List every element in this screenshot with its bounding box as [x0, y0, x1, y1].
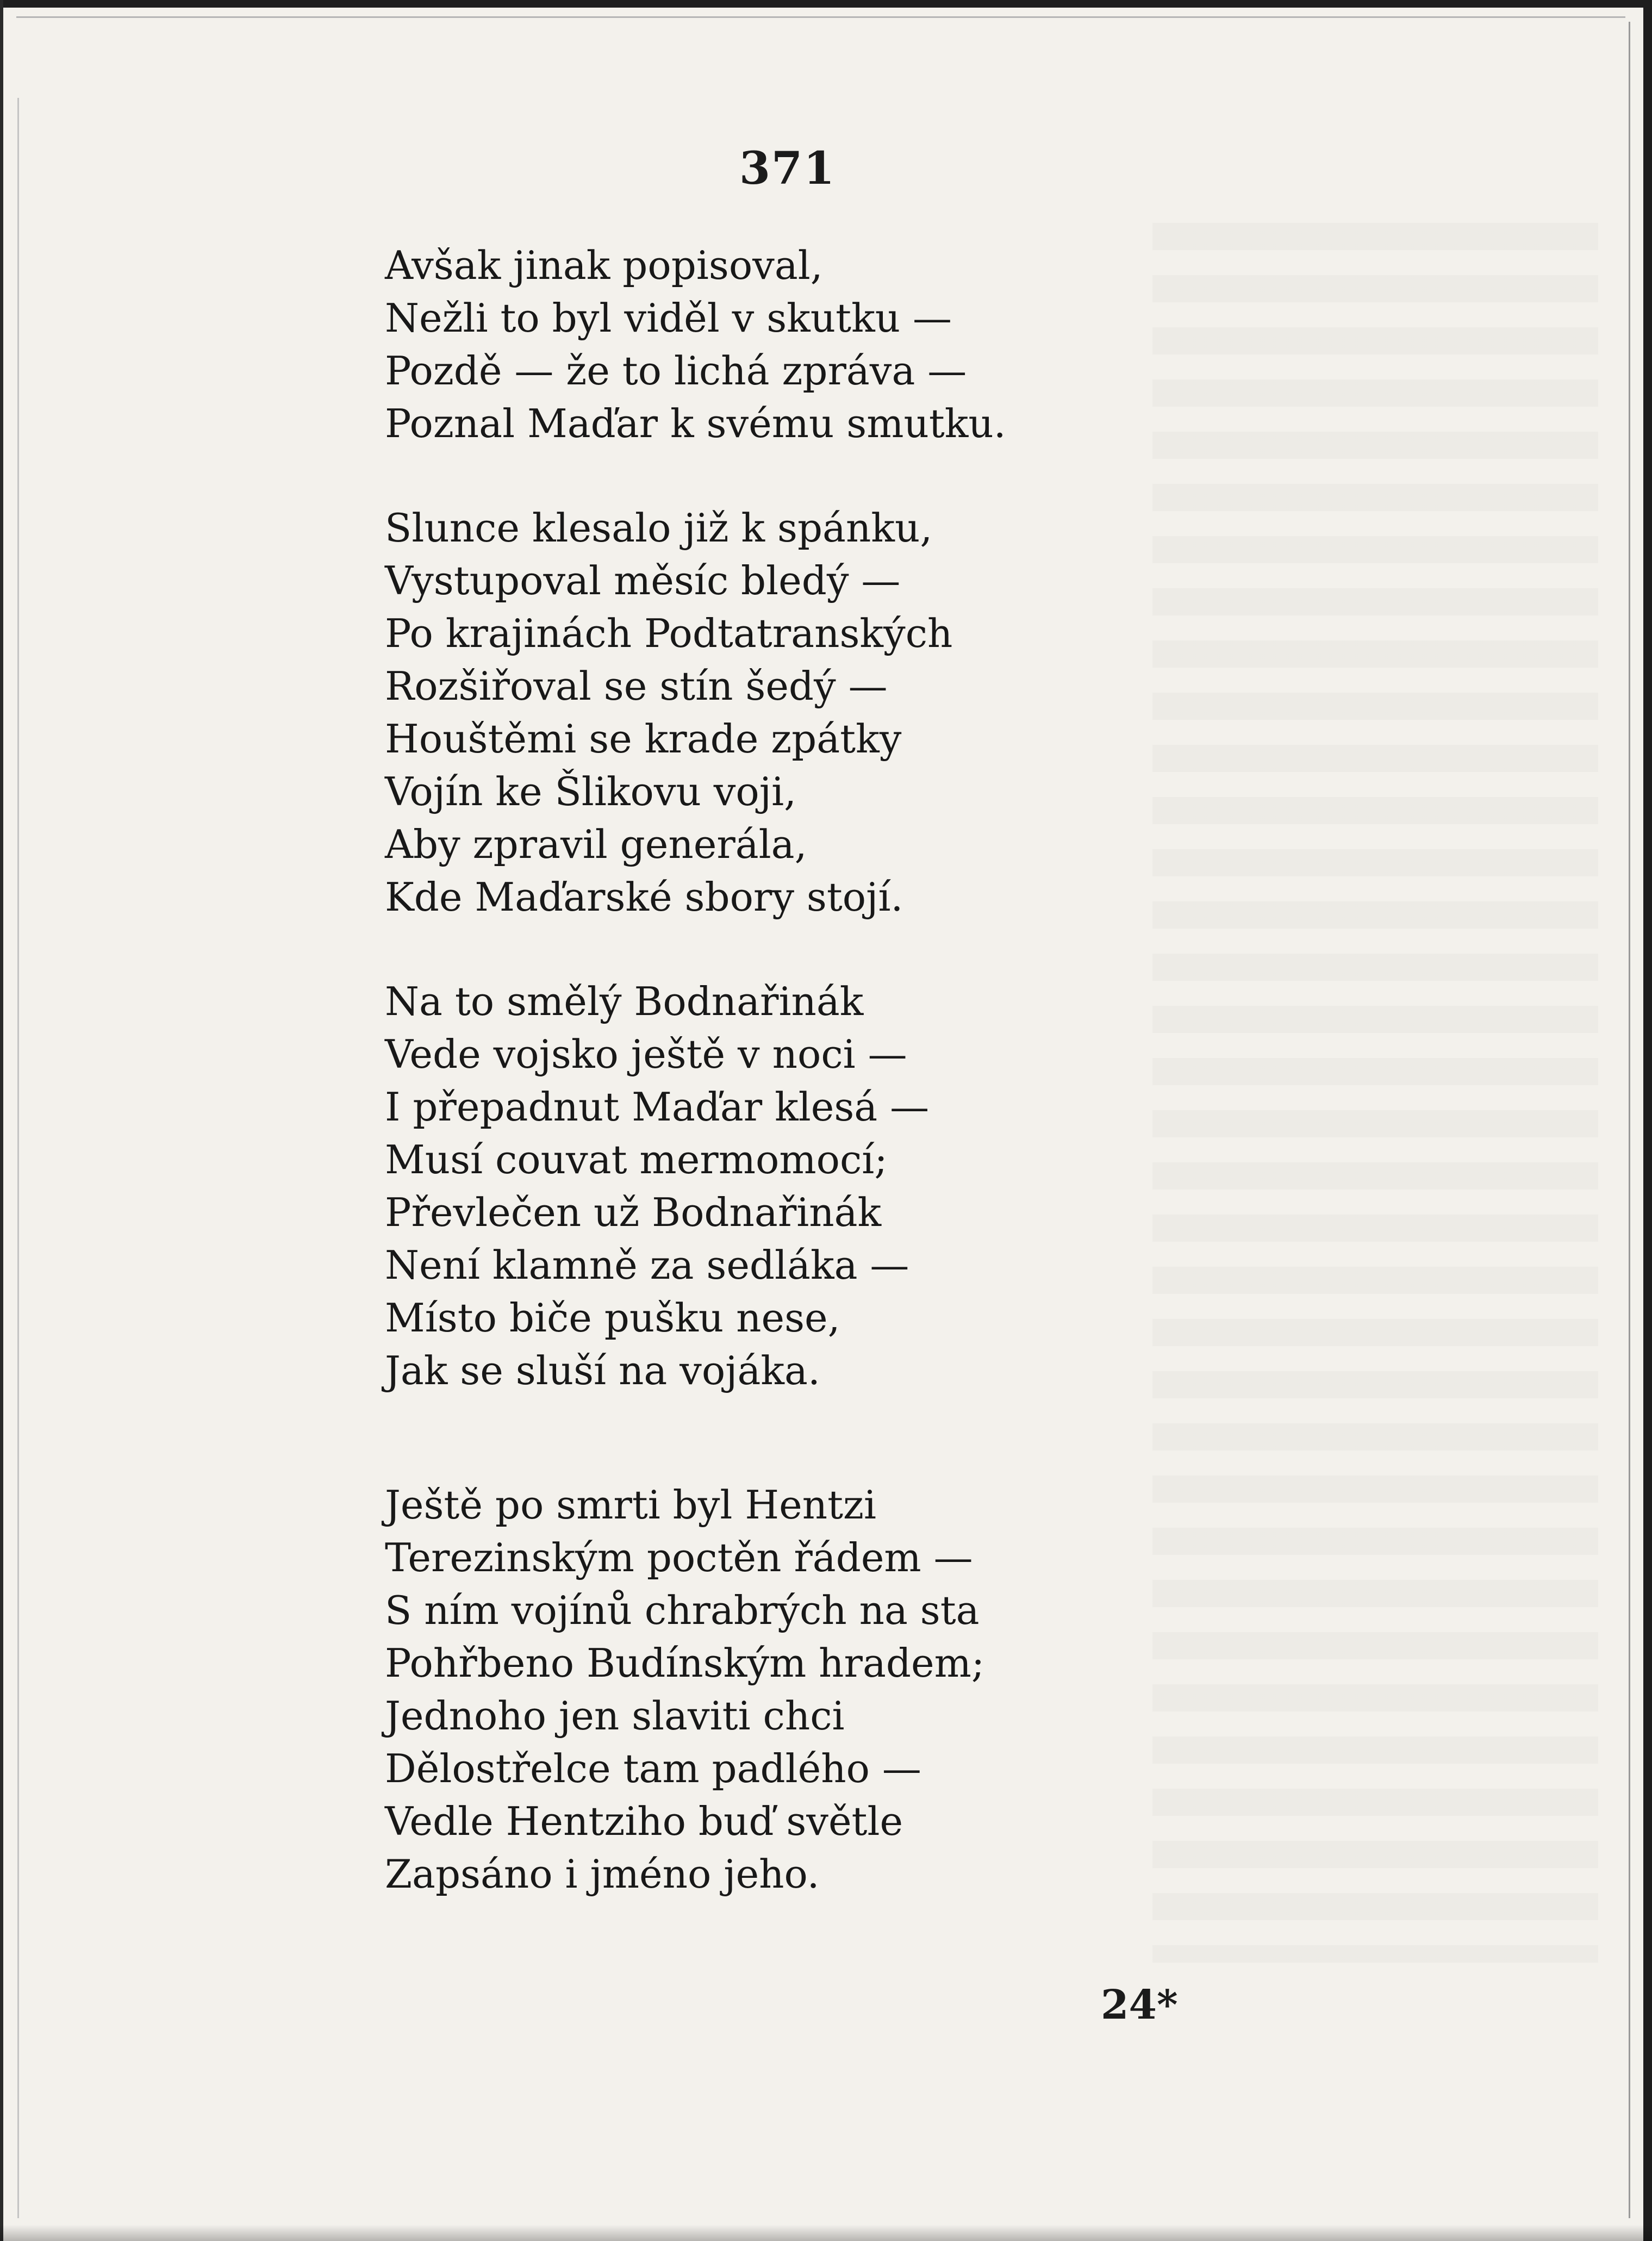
verse-line: Dělostřelce tam padlého —	[385, 1746, 921, 1791]
page-number: 371	[739, 142, 836, 195]
verse-line: Aby zpravil generála,	[385, 821, 807, 867]
stanza-3	[385, 975, 1173, 1397]
stanza-1	[385, 239, 1173, 450]
verse-line: Avšak jinak popisoval,	[385, 242, 823, 288]
verse-line: Na to smělý Bodnařinák	[385, 979, 864, 1024]
verse-line: Rozšiřoval se stín šedý —	[385, 663, 888, 709]
verse-line: Terezinským poctěn řádem —	[385, 1535, 973, 1580]
verse-line: Vojín ke Šlikovu voji,	[385, 769, 797, 814]
verse-line: Nežli to byl viděl v skutku —	[385, 295, 952, 341]
page-frame-right	[1629, 22, 1630, 2218]
scan-edge-left	[0, 0, 3, 2241]
verse-line: Ještě po smrti byl Hentzi	[385, 1482, 877, 1528]
verse-line: Vedle Hentziho buď světle	[385, 1798, 903, 1844]
scan-shadow-bottom	[0, 2225, 1652, 2241]
verse-line: Není klamně za sedláka —	[385, 1242, 909, 1288]
verse-line: Musí couvat mermomocí;	[385, 1137, 888, 1182]
verse-line: Místo biče pušku nese,	[385, 1295, 840, 1341]
signature-mark: 24*	[1101, 1982, 1178, 2028]
verse-line: I přepadnut Maďar klesá —	[385, 1084, 930, 1130]
stanza-2	[385, 502, 1173, 924]
verse-line: Poznal Maďar k svému smutku.	[385, 401, 1006, 446]
stanza-4	[385, 1479, 1173, 1901]
verse-line: Převlečen už Bodnařinák	[385, 1190, 882, 1235]
verse-line: Houštěmi se krade zpátky	[385, 716, 902, 762]
page-frame-top	[16, 16, 1625, 18]
scan-edge-top	[0, 0, 1652, 8]
verse-line: Slunce klesalo již k spánku,	[385, 505, 933, 551]
verse-line: Jednoho jen slaviti chci	[385, 1693, 845, 1739]
verse-line: Vede vojsko ještě v noci —	[385, 1031, 907, 1077]
verse-line: Vystupoval měsíc bledý —	[385, 558, 901, 603]
verse-line: Kde Maďarské sbory stojí.	[385, 874, 903, 920]
verse-line: Pohřbeno Budínským hradem;	[385, 1640, 985, 1686]
show-through-text	[1152, 223, 1598, 1963]
poem-body	[385, 239, 1173, 1952]
verse-line: Pozdě — že to lichá zpráva —	[385, 348, 967, 394]
scan-edge-right	[1643, 0, 1652, 2241]
verse-line: S ním vojínů chrabrých na sta	[385, 1588, 980, 1633]
page-frame-left	[17, 98, 19, 2218]
verse-line: Po krajinách Podtatranských	[385, 611, 953, 656]
verse-line: Jak se sluší na vojáka.	[385, 1348, 820, 1393]
verse-line: Zapsáno i jméno jeho.	[385, 1851, 820, 1897]
